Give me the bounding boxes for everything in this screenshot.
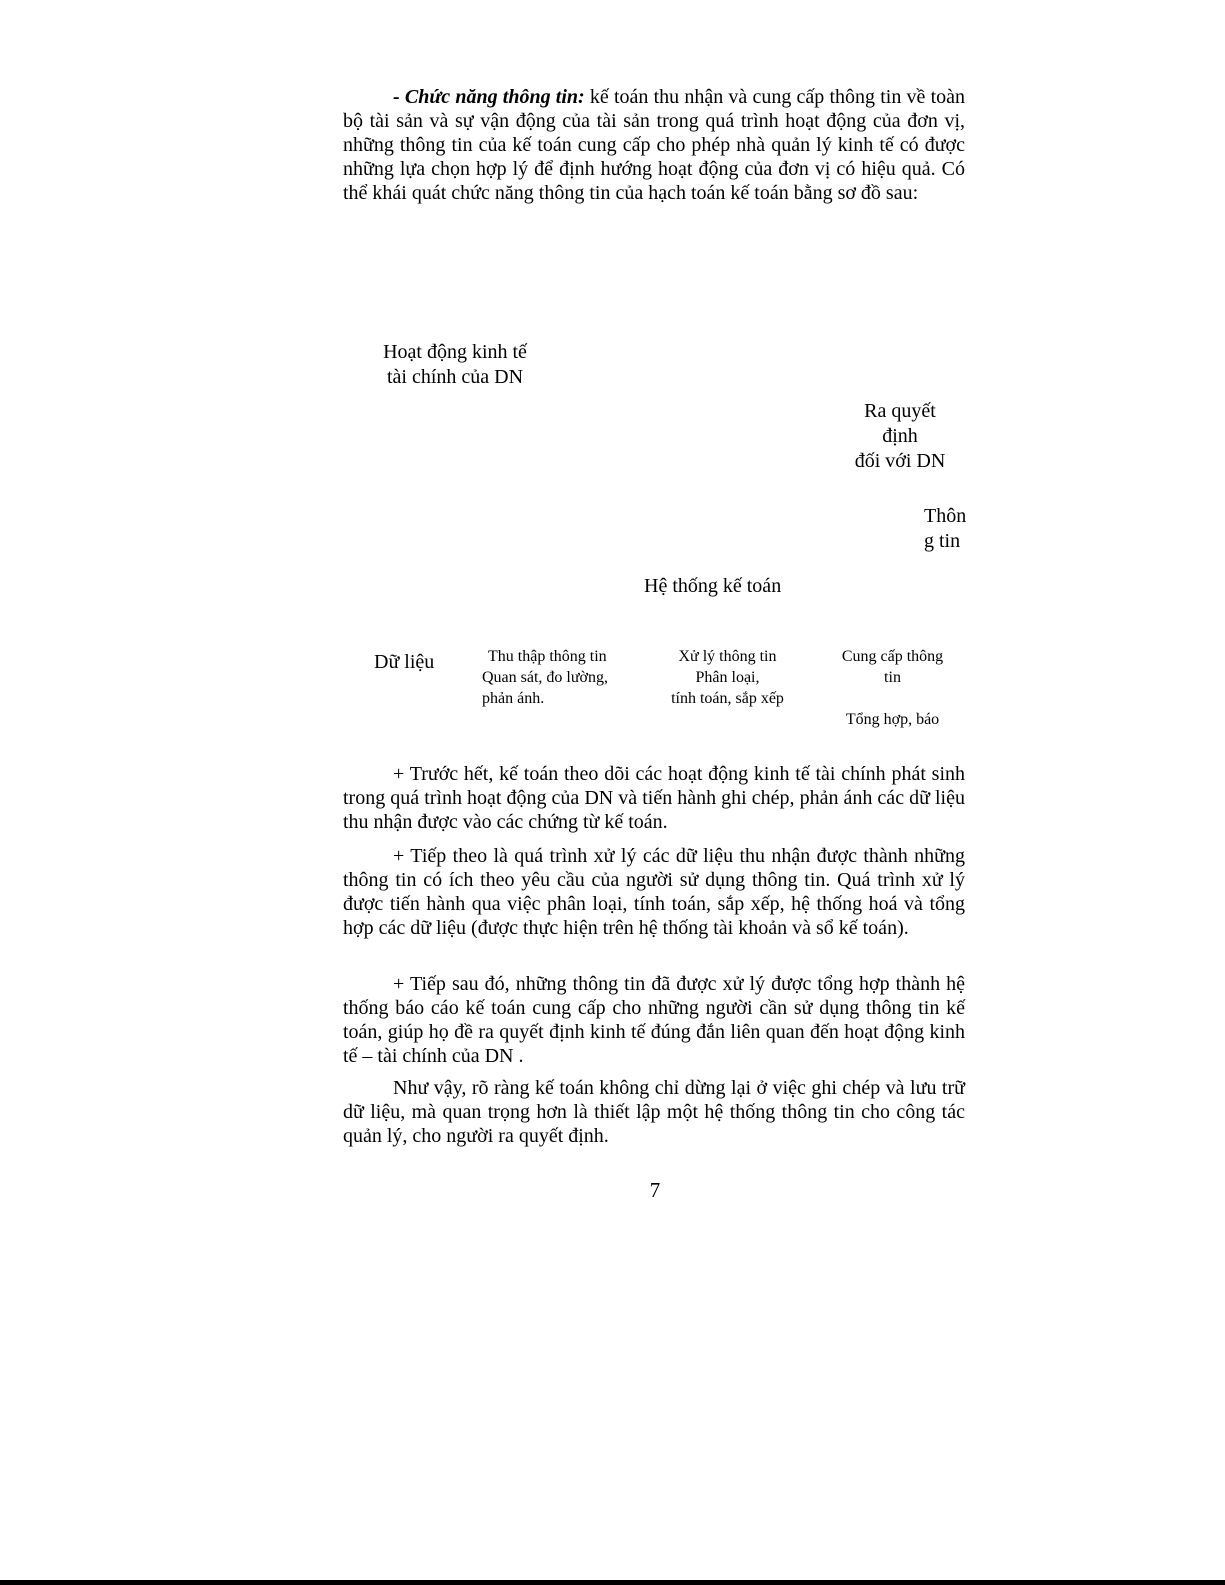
decision-line-1: Ra quyết <box>864 400 936 422</box>
diagram-collect-label <box>482 646 642 709</box>
body-paragraph-1-text: + Trước hết, kế toán theo dõi các hoạt động kinh tế tài chính phát sinh trong quá trình hoạt động của DN và tiến hành ghi chép, phản ánh các dữ liệu thu nhận được vào các chứng từ kế toán. <box>343 763 965 833</box>
info-line-1: Thôn <box>924 505 967 527</box>
body-paragraph-4 <box>343 1076 965 1148</box>
provide-line-1: Cung cấp thông <box>841 648 944 665</box>
body-paragraph-4-text: Như vậy, rõ ràng kế toán không chỉ dừng lại ở việc ghi chép và lưu trữ dữ liệu, mà quan trọng hơn là thiết lập một hệ thống thông tin cho công tác quản lý, cho người ra quyết định. <box>343 1077 965 1147</box>
page-number: 7 <box>649 1178 661 1202</box>
activity-line-1: Hoạt động kinh tế <box>383 341 527 363</box>
body-paragraph-2 <box>343 844 965 940</box>
intro-paragraph <box>343 85 965 205</box>
intro-text: kế toán thu nhận và cung cấp thông tin về toàn bộ tài sản và sự vận động của tài sản trong quá trình hoạt động của đơn vị, những thông tin của kế toán cung cấp cho phép nhà quản lý kinh tế có được những lựa chọn hợp lý để định hướng hoạt động của đơn vị có hiệu quả. Có thể khái quát chức năng thông tin của hạch toán kế toán bằng sơ đồ sau: <box>343 86 965 204</box>
collect-line-3: phản ánh. <box>482 690 545 707</box>
collect-line-2: Quan sát, đo lường, <box>482 669 609 686</box>
body-paragraph-2-text: + Tiếp theo là quá trình xử lý các dữ liệu thu nhận được thành những thông tin có ích theo yêu cầu của người sử dụng thông tin. Quá trình xử lý được tiến hành qua việc phân loại, tính toán, sắp xếp, hệ thống hoá và tổng hợp các dữ liệu (được thực hiện trên hệ thống tài khoản và sổ kế toán). <box>343 845 965 939</box>
diagram-data-label: Dữ liệu <box>374 651 435 673</box>
diagram-process-label <box>650 646 805 709</box>
decision-line-3: đối với DN <box>854 450 946 472</box>
body-paragraph-3-text: + Tiếp sau đó, những thông tin đã được xử lý được tổng hợp thành hệ thống báo cáo kế toán cung cấp cho những người cần sử dụng thông tin kế toán, giúp họ đề ra quyết định kinh tế đúng đắn liên quan đến hoạt động kinh tế – tài chính của DN . <box>343 973 965 1067</box>
diagram-decision-label <box>830 399 970 474</box>
process-line-3: tính toán, sắp xếp <box>671 690 784 707</box>
diagram-info-label <box>924 504 984 554</box>
collect-line-1: Thu thập thông tin <box>488 648 607 665</box>
info-line-2: g tin <box>924 530 961 552</box>
diagram-provide-label <box>820 646 965 730</box>
diagram-system-label: Hệ thống kế toán <box>644 575 782 597</box>
process-line-1: Xử lý thông tin <box>678 648 777 665</box>
body-paragraph-3 <box>343 972 965 1068</box>
provide-line-3: Tổng hợp, báo <box>845 711 940 728</box>
bottom-border <box>0 1580 1225 1585</box>
process-line-2: Phân loại, <box>695 669 760 686</box>
activity-line-2: tài chính của DN <box>386 366 524 388</box>
decision-line-2: định <box>882 425 918 447</box>
intro-lead-dash: - <box>393 86 405 108</box>
provide-line-2: tin <box>884 669 901 686</box>
diagram-activity-label <box>365 340 545 390</box>
body-paragraph-1 <box>343 762 965 834</box>
intro-lead-title: Chức năng thông tin: <box>404 86 585 108</box>
